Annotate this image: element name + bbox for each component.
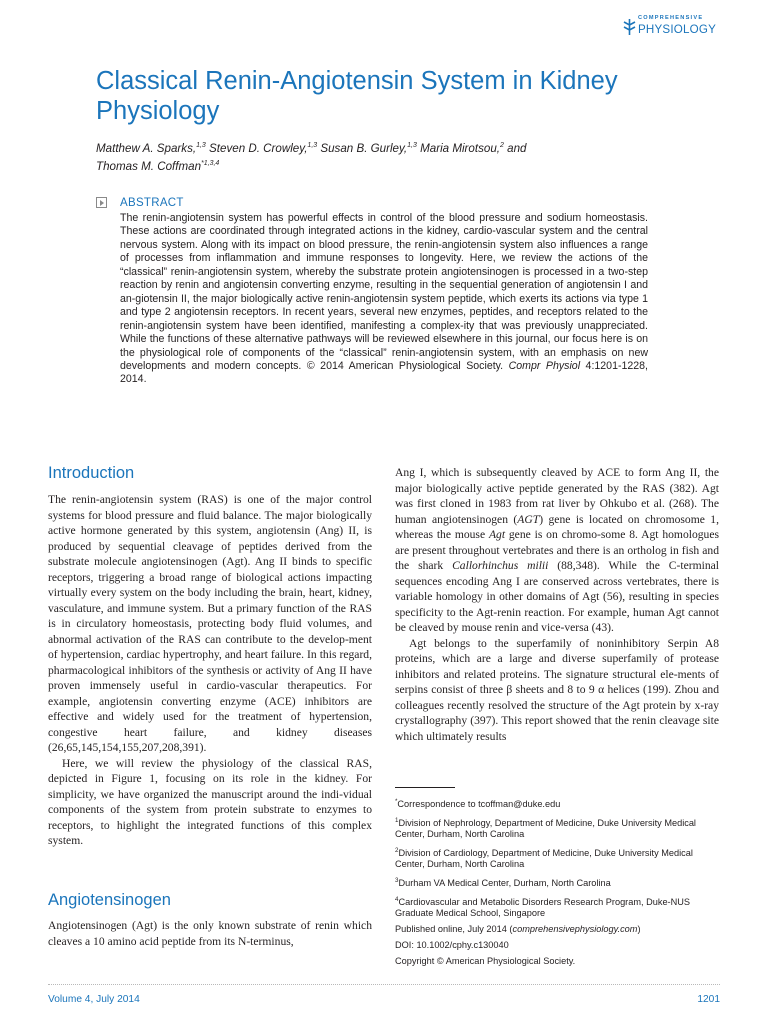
species-name: Callorhinchus milii [452,559,549,572]
paragraph: Agt belongs to the superfamily of noninhibitory Serpin A8 proteins, which are a large and diverse superfamily of protease inhibitors and related proteins. The signature structural ele-ments of serpins consist of three β sheets and 8 to 9 α helices (199). Zhou and colleagues recently resolved the structure of the Agt protein by x-ray crystallography (397). This report showed that the renin cleavage site which ultimately results [395,636,719,743]
article-title: Classical Renin-Angiotensin System in Kidney Physiology [96,67,618,125]
gene-name: Agt [488,528,506,541]
paragraph: The renin-angiotensin system (RAS) is one of the major control systems for blood pressure and fluid balance. The major biologically active hormone generated by this system, angiotensin (Ang) II, is produced by sequential cleavage of peptides derived from the substrate molecule angiotensinogen (Agt). Ang II binds to specific receptors, triggering a broad range of biological actions impacting virtually every system on the body including the brain, heart, kidney, vasculature, and immune system. But a primary function of the RAS is in circulatory homeostasis, protecting body fluid volumes, and abnormal activation of the RAS can contribute to the develop-ment of hypertension, cardiac hypertrophy, and heart failure. In this regard, pharmacological inhibitors of the synthesis or activity of Ang II have proven immensely useful in cardio-vascular therapeutics. For example, angiotensin converting enzyme (ACE) inhibitors are effective and widely used for the treatment of hypertension, congestive heart failure, and kidney diseases (26,65,145,154,155,207,208,391). [48,493,372,754]
right-column-body [395,465,719,744]
abstract-text: The renin-angiotensin system has powerful effects in control of the blood pressure and sodium homeostasis. These actions are coordinated through integrated actions in the kidney, cardio-vascular system and the central nervous system. Along with its impact on blood pressure, the renin-angiotensin system also influences a range of processes from inflammation and immune responses to longevity. Here, we review the actions of the “classical” renin-angiotensin system, whereby the substrate protein angiotensinogen is processed in a two-step reaction by renin and angiotensin converting enzyme, resulting in the sequential generation of angiotensin I and an-giotensin II, the major biologically active renin-angiotensin system peptide, which exerts its actions via type 1 and type 2 angiotensin receptors. In recent years, several new enzymes, peptides, and receptors related to the renin-angiotensin system have been identified, manifesting a complex-ity that was previously unappreciated. While the functions of these alternative pathways will be reviewed elsewhere in this journal, our focus here is on the physiological role of components of the “classical” renin-angiotensin system, with an emphasis on new developments and modern concepts. [120,212,648,372]
abstract-citation: 4:1201-1228, 2014. [120,359,648,386]
abstract-copyright: © 2014 American Physiological Society. [301,359,509,372]
author-conjunction: and [503,141,527,155]
footer-page-number: 1201 [697,994,720,1005]
footnote-published: Published online, July 2014 (comprehensivephysiology.com) [395,924,641,935]
logo-small-text: COMPREHENSIVE [637,15,704,21]
author: Thomas M. Coffman$^{*1,3,4}$ [96,159,220,173]
author: Maria Mirotsou,$^2$ [416,141,504,155]
footnote-divider [395,787,455,788]
gene-name: AGT [517,512,540,526]
footnote-affiliation: $^4$Cardiovascular and Metabolic Disorders Research Program, Duke-NUS Graduate Medical School, Singapore [395,896,691,919]
angiotensinogen-body [48,918,372,949]
paragraph: Ang I, which is subsequently cleaved by ACE to form Ang II, the major biologically active peptide generated by the RAS (382). Agt was first cloned in 1983 from rat liver by Ohkubo et al. (268). The human angiotensinogen (AGT) gene is located on chromosome 1, whereas the mouse Agt gene is on chromo-some 8. Agt homologues are present throughout vertebrates and there is an ortholog in fish and the shark Callorhinchus milii (88,348). While the C-terminal sequences encoding Ang I are conserved across vertebrates, there is variable homology in other domains of Agt (56), resulting in species specificity to the Agt-renin reaction. For example, human Agt cannot be cleaved by mouse renin and vice-versa (43). [395,466,720,634]
abstract-play-icon[interactable] [96,197,107,208]
journal-website-link[interactable]: comprehensivephysiology.com [512,924,638,935]
section-heading-angiotensinogen: Angiotensinogen [48,891,171,909]
paragraph: Angiotensinogen (Agt) is the only known substrate of renin which cleaves a 10 amino acid peptide from its N-terminus, [48,919,372,948]
author-line-1 [96,138,656,156]
author-list [96,138,656,174]
introduction-body [48,492,372,849]
author: Matthew A. Sparks,$^{1,3}$ [96,141,206,155]
logo-mark-icon [623,19,636,35]
abstract-body [120,212,648,387]
paragraph: Here, we will review the physiology of the classical RAS, depicted in Figure 1, focusing on its role in the kidney. For simplicity, we have organized the manuscript around the indi-vidual components of the system from protein substrate to enzymes to receptors, to highlight the integrated functions of this complex system. [48,756,372,847]
footnote-doi: DOI: 10.1002/cphy.c130040 [395,940,509,951]
footnote-affiliation: $^3$Durham VA Medical Center, Durham, North Carolina [395,877,611,889]
logo-large-text: PHYSIOLOGY [637,22,716,36]
author: Susan B. Gurley,$^{1,3}$ [317,141,417,155]
author-line-2 [96,156,656,174]
abstract-citation-journal: Compr Physiol [508,359,581,372]
footnote-copyright: Copyright © American Physiological Society. [395,956,576,967]
footer-divider [48,984,720,985]
abstract-heading: ABSTRACT [120,197,184,209]
author: Steven D. Crowley,$^{1,3}$ [205,141,318,155]
footer-volume: Volume 4, July 2014 [48,994,140,1005]
journal-logo [623,16,716,40]
footnote-affiliation: $^2$Division of Cardiology, Department of Medicine, Duke University Medical Center, Durham, North Carolina [395,847,693,870]
section-heading-introduction: Introduction [48,464,135,482]
footnote-correspondence: *Correspondence to tcoffman@duke.edu [395,798,561,810]
footnote-affiliation: $^1$Division of Nephrology, Department of Medicine, Duke University Medical Center, Durham, North Carolina [395,817,696,840]
footnotes [395,796,720,972]
